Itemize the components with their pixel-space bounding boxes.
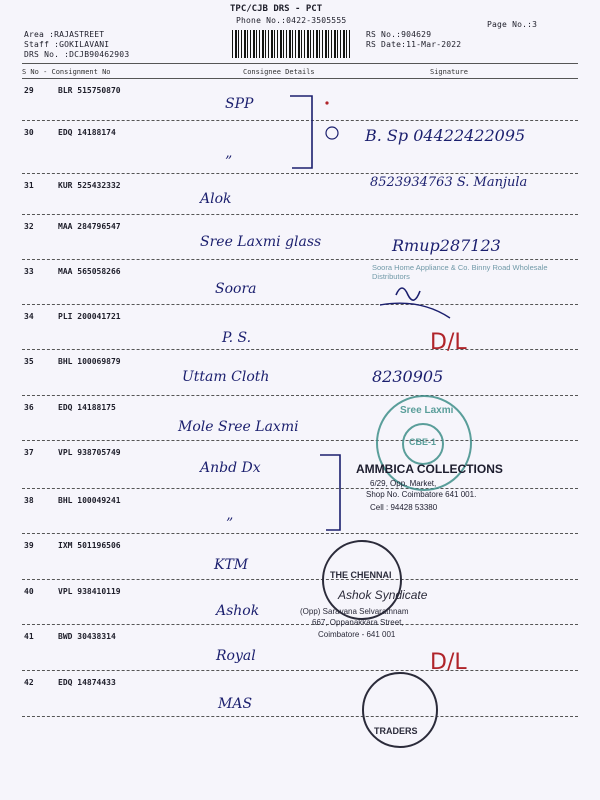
row-consignment-number: BWD 30438314	[58, 632, 116, 641]
row-signature: B. Sp 04422422095	[365, 126, 526, 145]
signature-scribble	[396, 288, 420, 300]
row-consignee-name: Soora	[215, 281, 257, 297]
drs-number: DRS No. :DCJB90462903	[24, 50, 130, 59]
sree-laxmi-stamp-text: Sree Laxmi	[400, 405, 454, 416]
row-serial-number: 31	[24, 181, 34, 190]
row-serial-number: 36	[24, 403, 34, 412]
phone-number: Phone No.:0422-3505555	[236, 16, 347, 25]
row-consignment-number: MAA 565058266	[58, 267, 121, 276]
row-serial-number: 29	[24, 86, 34, 95]
sheet-title: TPC/CJB DRS - PCT	[230, 4, 323, 14]
row-signature: Rmup287123	[392, 236, 501, 255]
row-consignee-name: KTM	[214, 557, 249, 573]
row-consignment-number: BLR 515750870	[58, 86, 121, 95]
row-consignment-number: PLI 200041721	[58, 312, 121, 321]
row-consignee-name: Mole Sree Laxmi	[178, 419, 299, 435]
row-signature: D/L	[430, 330, 467, 355]
scribble-mark	[380, 303, 450, 318]
row-consignee-name: Ashok	[216, 603, 260, 619]
area-label: Area :RAJASTREET	[24, 30, 105, 39]
column-header-sno: S No - Consignment No	[22, 68, 111, 76]
row-consignment-number: BHL 100049241	[58, 496, 121, 505]
row-serial-number: 32	[24, 222, 34, 231]
column-header-signature: Signature	[430, 68, 468, 76]
ammbica-stamp-title: AMMBICA COLLECTIONS	[356, 462, 503, 476]
page-number: Page No.:3	[487, 20, 538, 29]
row-serial-number: 41	[24, 632, 34, 641]
ashok-stamp-line4: Coimbatore - 641 001	[318, 630, 396, 639]
row-consignee-name: ”	[226, 516, 234, 532]
sree-laxmi-stamp	[376, 395, 472, 491]
row-consignment-number: KUR 525432332	[58, 181, 121, 190]
row-consignment-number: BHL 100069879	[58, 357, 121, 366]
row-serial-number: 40	[24, 587, 34, 596]
row-consignment-number: VPL 938410119	[58, 587, 121, 596]
row-consignee-name: ”	[225, 154, 233, 170]
row-consignee-name: Royal	[216, 648, 256, 664]
row-consignment-number: EDQ 14188175	[58, 403, 116, 412]
row-signature: 8523934763 S. Manjula	[370, 175, 528, 190]
ammbica-stamp-line3: Shop No. Coimbatore 641 001.	[366, 490, 477, 499]
row-consignee-name: Sree Laxmi glass	[200, 234, 322, 250]
rs-date: RS Date:11-Mar-2022	[366, 40, 462, 49]
row-signature: D/L	[430, 650, 467, 675]
row-consignee-name: Uttam Cloth	[182, 369, 270, 385]
bracket-mark-29-30	[290, 96, 312, 168]
row-consignment-number: IXM 501196506	[58, 541, 121, 550]
row-consignment-number: EDQ 14188174	[58, 128, 116, 137]
sree-laxmi-stamp-center: CBE-1	[409, 437, 437, 447]
row-serial-number: 34	[24, 312, 34, 321]
row-serial-number: 37	[24, 448, 34, 457]
column-header-consignee: Consignee Details	[243, 68, 315, 76]
chennai-stamp-text: THE CHENNAI	[330, 570, 392, 580]
row-consignee-name: Alok	[200, 191, 232, 207]
ashok-stamp-line2: (Opp) Saravana Selvarathnam	[300, 607, 409, 616]
traders-stamp	[362, 672, 438, 748]
row-serial-number: 30	[24, 128, 34, 137]
soora-stamp: Soora Home Appliance & Co. Binny Road Wholesale Distributors	[372, 263, 548, 281]
row-serial-number: 42	[24, 678, 34, 687]
row-serial-number: 33	[24, 267, 34, 276]
row-serial-number: 39	[24, 541, 34, 550]
sree-laxmi-stamp-inner	[402, 423, 444, 465]
ashok-stamp-title: Ashok Syndicate	[338, 588, 428, 602]
row-consignee-name: Anbd Dx	[200, 460, 261, 476]
bracket-mark-37-38	[320, 455, 340, 530]
row-consignment-number: VPL 938705749	[58, 448, 121, 457]
ammbica-stamp-line2: 6/29, Opp. Market,	[370, 479, 437, 488]
rs-number: RS No.:904629	[366, 30, 432, 39]
row-signature: 8230905	[372, 367, 444, 386]
row-consignment-number: EDQ 14874433	[58, 678, 116, 687]
ashok-stamp-line3: 667, Oppanakkara Street,	[312, 618, 404, 627]
row-consignment-number: MAA 284796547	[58, 222, 121, 231]
row-serial-number: 38	[24, 496, 34, 505]
row-serial-number: 35	[24, 357, 34, 366]
traders-stamp-text: TRADERS	[374, 726, 418, 736]
row-consignee-name: SPP	[225, 96, 254, 112]
ammbica-stamp-line4: Cell : 94428 53380	[370, 503, 438, 512]
circle-mark	[326, 127, 338, 139]
red-dot-mark	[325, 101, 328, 104]
staff-label: Staff :GOKILAVANI	[24, 40, 110, 49]
row-consignee-name: P. S.	[222, 330, 252, 346]
row-consignee-name: MAS	[218, 696, 253, 712]
